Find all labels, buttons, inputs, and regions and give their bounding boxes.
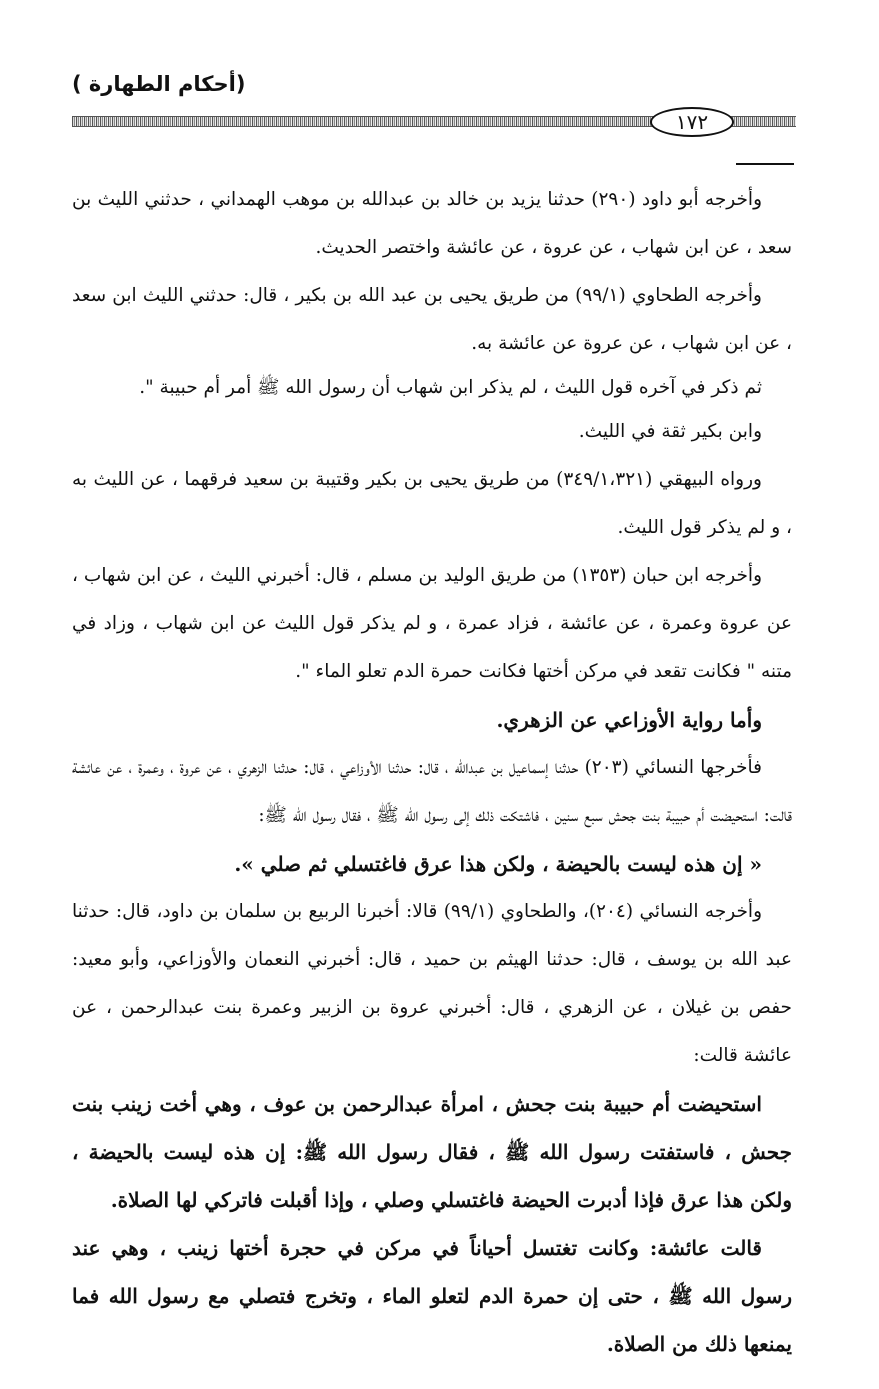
paragraph-ibn-bukair: وابن بكير ثقة في الليث. xyxy=(578,421,762,442)
hadith-text: استحيضت أم حبيبة بنت جحش ، امرأة عبدالرحمن بن عوف ، وهي أخت زينب بنت جحش ، فاستفتت رسول الله ﷺ ، فقال رسول الله ﷺ: إن هذه ليست بالحيضة ، ولكن هذا عرق فإذا أدبرت الحيضة فاغتسلي وصلي ، وإذا أقبلت فاتركي لها الصلاة. xyxy=(72,1092,792,1212)
page-number: ١٧٢ xyxy=(650,107,734,137)
aisha-statement: قالت عائشة: وكانت تغتسل أحياناً في مركن في حجرة أختها زينب ، وهي عند رسول الله ﷺ ، حتى إن حمرة الدم لتعلو الماء ، وتخرج فتصلي مع رسول الله فما يمنعها ذلك من الصلاة. xyxy=(72,1236,792,1356)
paragraph-laith-note: ثم ذكر في آخره قول الليث ، لم يذكر ابن شهاب أن رسول الله ﷺ أمر أم حبيبة ". xyxy=(139,377,762,398)
paragraph-tahawi: وأخرجه الطحاوي (٩٩/١) من طريق يحيى بن عبد الله بن بكير ، قال: حدثني الليث ابن سعد ، عن ابن شهاب ، عن عروة عن عائشة به. xyxy=(72,285,792,354)
page-body xyxy=(72,176,792,1368)
hadith-quote: « إن هذه ليست بالحيضة ، ولكن هذا عرق فاغتسلي ثم صلي ». xyxy=(234,852,762,876)
paragraph-abu-dawud: وأخرجه أبو داود (٢٩٠) حدثنا يزيد بن خالد بن عبدالله بن موهب الهمداني ، حدثني الليث بن سعد ، عن ابن شهاب ، عن عروة ، عن عائشة واختصر الحديث. xyxy=(72,189,792,258)
paragraph-nasai-204: وأخرجه النسائي (٢٠٤)، والطحاوي (٩٩/١) قالا: أخبرنا الربيع بن سلمان بن داود، قال: حدثنا عبد الله بن يوسف ، قال: حدثنا الهيثم بن حميد ، قال: أخبرني النعمان والأوزاعي، وأبو معيد: حفص بن غيلان ، عن الزهري ، قال: أخبرني عروة بن الزبير وعمرة بنت عبدالرحمن ، عن عائشة قالت: xyxy=(72,901,792,1066)
section-heading: وأما رواية الأوزاعي عن الزهري. xyxy=(496,708,762,732)
paragraph-nasai-203: فأخرجها النسائي (٢٠٣) حدثنا إسماعيل بن عبدالله ، قال: حدثنا الأوزاعي ، قال: حدثنا الزهري ، عن عروة ، وعمرة ، عن عائشة قالت: استحيضت أم حبيبة بنت جحش سبع سنين ، فاشتكت ذلك إلى رسول الله ﷺ ، فقال رسول الله ﷺ: xyxy=(72,757,792,826)
footnote-separator xyxy=(736,163,794,165)
paragraph-bayhaqi: ورواه البيهقي (٣٤٩/١،٣٢١) من طريق يحيى بن بكير وقتيبة بن سعيد فرقهما ، عن الليث به ، و لم يذكر قول الليث. xyxy=(72,469,792,538)
running-title: (أحكام الطهارة ) xyxy=(72,72,246,96)
paragraph-ibn-hibban: وأخرجه ابن حبان (١٣٥٣) من طريق الوليد بن مسلم ، قال: أخبرني الليث ، عن ابن شهاب ، عن عروة وعمرة ، عن عائشة ، فزاد عمرة ، و لم يذكر قول الليث عن ابن شهاب ، وزاد في متنه " فكانت تقعد في مركن أختها فكانت حمرة الدم تعلو الماء ". xyxy=(72,565,792,682)
